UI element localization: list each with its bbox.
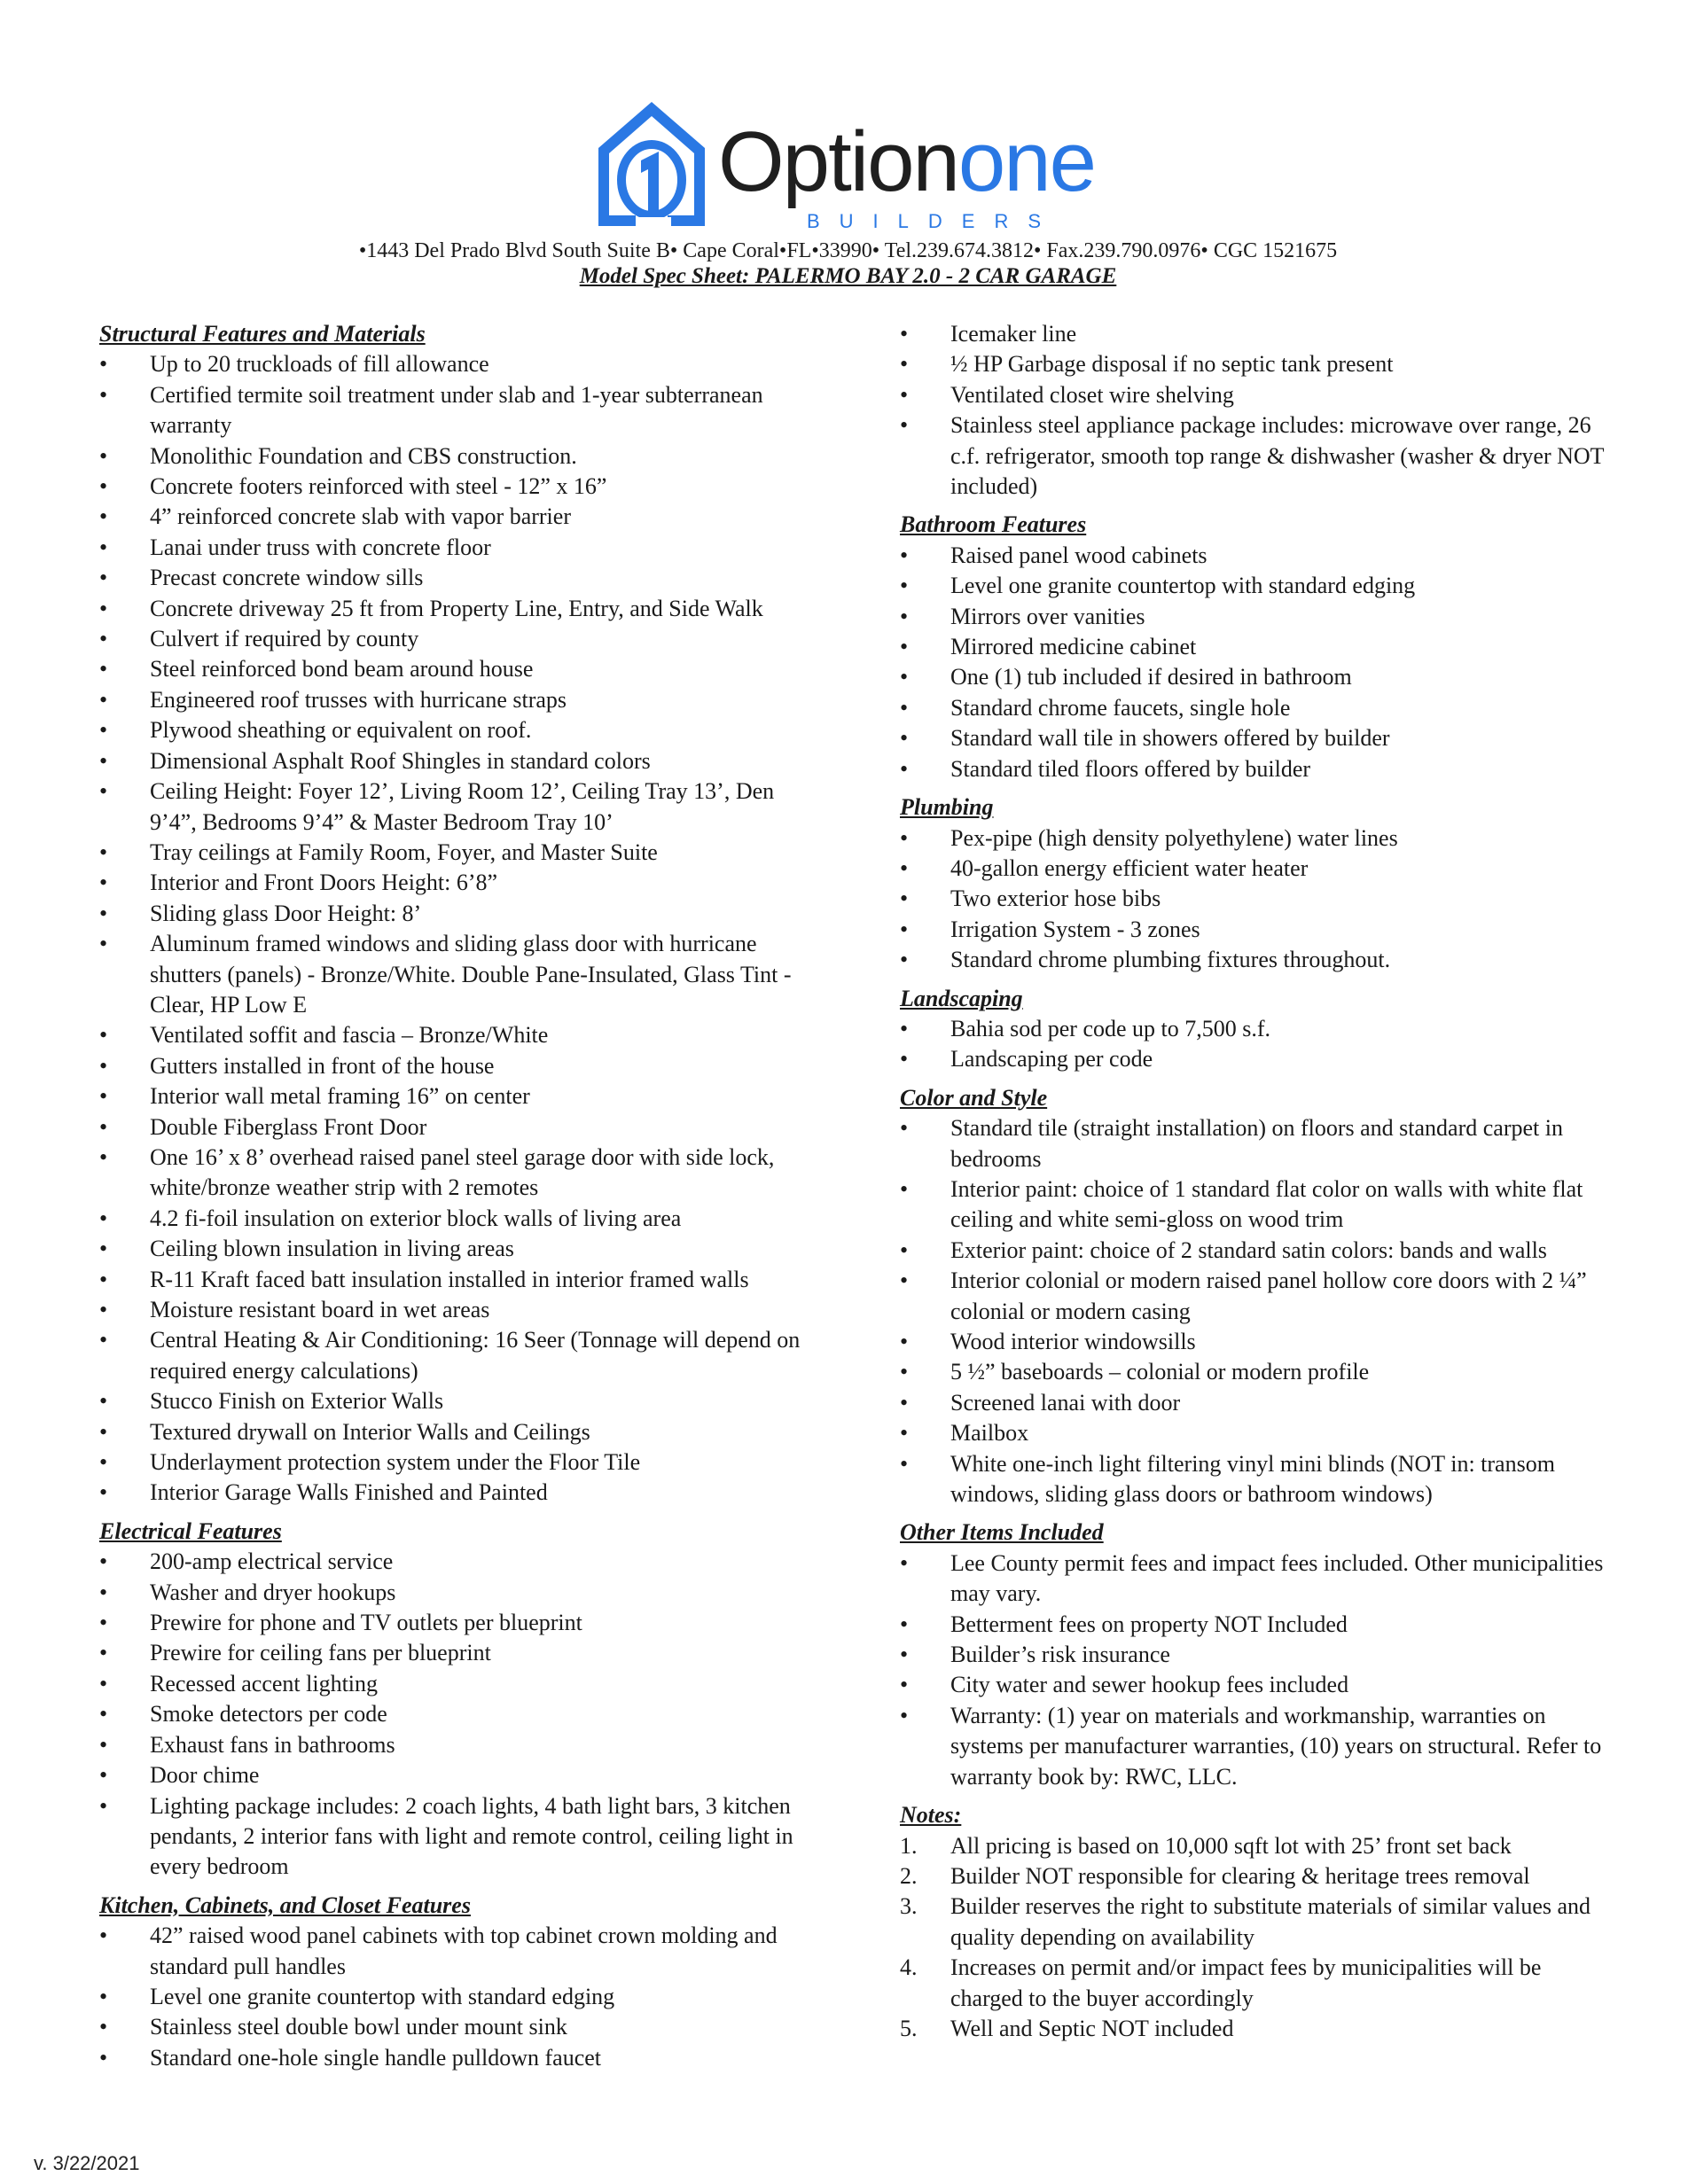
list-item: • Standard one-hole single handle pulldown faucet xyxy=(99,2043,826,2073)
list-item: • Tray ceilings at Family Room, Foyer, and Master Suite xyxy=(99,838,826,868)
note-number: 1. xyxy=(900,1832,918,1859)
list-item: • Screened lanai with door xyxy=(900,1388,1609,1418)
list-item: • Engineered roof trusses with hurricane straps xyxy=(99,685,826,715)
left-column xyxy=(99,319,826,2073)
list-item: • Sliding glass Door Height: 8’ xyxy=(99,899,826,929)
section-plumbing xyxy=(900,792,1609,975)
section-title: Notes: xyxy=(900,1802,962,1829)
list-item: • Standard tile (straight installation) on floors and standard carpet in bedrooms xyxy=(900,1113,1609,1174)
feature-list xyxy=(99,1547,826,1882)
note-number: 2. xyxy=(900,1862,918,1889)
section-title: Other Items Included xyxy=(900,1519,1104,1546)
list-item: • Betterment fees on property NOT Included xyxy=(900,1610,1609,1640)
company-logo xyxy=(590,93,1122,235)
list-item: • Central Heating & Air Conditioning: 16 Seer (Tonnage will depend on required energy calculations) xyxy=(99,1325,826,1386)
list-item: • Mirrors over vanities xyxy=(900,602,1609,632)
list-item: • Irrigation System - 3 zones xyxy=(900,915,1609,945)
notes-list xyxy=(900,1831,1609,2045)
list-item: • Ceiling blown insulation in living areas xyxy=(99,1234,826,1264)
list-item: • Exhaust fans in bathrooms xyxy=(99,1730,826,1760)
list-item: • Moisture resistant board in wet areas xyxy=(99,1295,826,1325)
feature-list xyxy=(900,1113,1609,1509)
brand-name: Optionone xyxy=(718,114,1096,209)
note-text: Builder NOT responsible for clearing & heritage trees removal xyxy=(950,1862,1530,1889)
section-electrical-features xyxy=(99,1517,826,1883)
section-title: Landscaping xyxy=(900,985,1023,1011)
list-item: • Culvert if required by county xyxy=(99,624,826,654)
company-address: •1443 Del Prado Blvd South Suite B• Cape Coral•FL•33990• Tel.239.674.3812• Fax.239.790.0976• CGC 1521675 xyxy=(358,239,1338,262)
list-item: • Pex-pipe (high density polyethylene) water lines xyxy=(900,823,1609,854)
list-item: • Raised panel wood cabinets xyxy=(900,541,1609,571)
list-item: • 4.2 fi-foil insulation on exterior block walls of living area xyxy=(99,1204,826,1234)
section-color-and-style xyxy=(900,1083,1609,1510)
list-item: • Lee County permit fees and impact fees included. Other municipalities may vary. xyxy=(900,1548,1609,1610)
list-item: • Interior and Front Doors Height: 6’8” xyxy=(99,868,826,898)
list-item: • Textured drywall on Interior Walls and Ceilings xyxy=(99,1417,826,1447)
note-text: Increases on permit and/or impact fees by municipalities will be charged to the buyer accordingly xyxy=(950,1954,1542,2011)
note-text: All pricing is based on 10,000 sqft lot with 25’ front set back xyxy=(950,1832,1512,1859)
section-notes xyxy=(900,1800,1609,2044)
list-item: • Prewire for ceiling fans per blueprint xyxy=(99,1638,826,1668)
list-item: • Gutters installed in front of the house xyxy=(99,1051,826,1081)
section-title: Structural Features and Materials xyxy=(99,321,426,347)
list-item: • Two exterior hose bibs xyxy=(900,884,1609,914)
list-item: • Landscaping per code xyxy=(900,1044,1609,1074)
list-item: • Ceiling Height: Foyer 12’, Living Room 12’, Ceiling Tray 13’, Den 9’4”, Bedrooms 9’4” & Master Bedroom Tray 10’ xyxy=(99,776,826,838)
list-item: • One (1) tub included if desired in bathroom xyxy=(900,662,1609,692)
section-bathroom-features xyxy=(900,510,1609,784)
note-item xyxy=(900,1953,1609,2014)
list-item: • Standard wall tile in showers offered by builder xyxy=(900,723,1609,753)
list-item: • 4” reinforced concrete slab with vapor barrier xyxy=(99,502,826,532)
list-item: • Lanai under truss with concrete floor xyxy=(99,533,826,563)
list-item: • Washer and dryer hookups xyxy=(99,1578,826,1608)
note-number: 5. xyxy=(900,2015,918,2041)
list-item: • Lighting package includes: 2 coach lights, 4 bath light bars, 3 kitchen pendants, 2 interior fans with light and remote control, ceiling light in every bedroom xyxy=(99,1791,826,1883)
section-title: Plumbing xyxy=(900,794,994,821)
feature-list xyxy=(900,1548,1609,1792)
feature-list xyxy=(900,1014,1609,1075)
list-item: • Up to 20 truckloads of fill allowance xyxy=(99,349,826,379)
list-item: • One 16’ x 8’ overhead raised panel steel garage door with side lock, white/bronze weather strip with 2 remotes xyxy=(99,1143,826,1204)
list-item: • Stainless steel double bowl under mount sink xyxy=(99,2012,826,2042)
list-item: • 42” raised wood panel cabinets with top cabinet crown molding and standard pull handles xyxy=(99,1921,826,1982)
list-item: • Dimensional Asphalt Roof Shingles in standard colors xyxy=(99,746,826,776)
list-item: • Interior Garage Walls Finished and Painted xyxy=(99,1478,826,1508)
section-structural-features-and-materials xyxy=(99,319,826,1509)
list-item: • Ventilated soffit and fascia – Bronze/White xyxy=(99,1020,826,1050)
list-item: • Certified termite soil treatment under slab and 1-year subterranean warranty xyxy=(99,380,826,441)
list-item: • Stainless steel appliance package includes: microwave over range, 26 c.f. refrigerator, smooth top range & dishwasher (washer & dryer NOT included) xyxy=(900,410,1609,502)
section-title: Bathroom Features xyxy=(900,511,1087,538)
list-item: • Precast concrete window sills xyxy=(99,563,826,593)
list-item: • Door chime xyxy=(99,1760,826,1790)
list-item: • Monolithic Foundation and CBS construction. xyxy=(99,441,826,472)
spec-sheet-title: Model Spec Sheet: PALERMO BAY 2.0 - 2 CAR GARAGE xyxy=(579,264,1117,288)
note-number: 3. xyxy=(900,1893,918,1920)
section-other-items-included xyxy=(900,1517,1609,1792)
note-item xyxy=(900,2014,1609,2044)
list-item: • Ventilated closet wire shelving xyxy=(900,380,1609,410)
list-item: • Icemaker line xyxy=(900,319,1609,349)
note-item xyxy=(900,1861,1609,1892)
list-item: • 5 ½” baseboards – colonial or modern profile xyxy=(900,1357,1609,1387)
list-item: • Stucco Finish on Exterior Walls xyxy=(99,1386,826,1416)
section-title: Color and Style xyxy=(900,1084,1048,1111)
list-item: • White one-inch light filtering vinyl mini blinds (NOT in: transom windows, sliding glass doors or bathroom windows) xyxy=(900,1449,1609,1510)
list-item: • Aluminum framed windows and sliding glass door with hurricane shutters (panels) - Bronze/White. Double Pane-Insulated, Glass Tint - Clear, HP Low E xyxy=(99,929,826,1020)
section-landscaping xyxy=(900,984,1609,1075)
list-item: • Wood interior windowsills xyxy=(900,1327,1609,1357)
list-item: • 200-amp electrical service xyxy=(99,1547,826,1577)
brand-subtitle: BUILDERS xyxy=(807,210,1061,232)
list-item: • Plywood sheathing or equivalent on roof. xyxy=(99,715,826,745)
list-item: • Bahia sod per code up to 7,500 s.f. xyxy=(900,1014,1609,1044)
feature-list xyxy=(99,349,826,1508)
document-header xyxy=(0,93,1696,297)
section-title: Kitchen, Cabinets, and Closet Features xyxy=(99,1892,471,1918)
list-item: • Builder’s risk insurance xyxy=(900,1640,1609,1670)
list-item: • 40-gallon energy efficient water heater xyxy=(900,854,1609,884)
feature-list xyxy=(99,1921,826,2073)
list-item: • Smoke detectors per code xyxy=(99,1699,826,1729)
note-text: Builder reserves the right to substitute materials of similar values and quality depending on availability xyxy=(950,1893,1591,1950)
list-item: • R-11 Kraft faced batt insulation installed in interior framed walls xyxy=(99,1265,826,1295)
list-item: • Warranty: (1) year on materials and workmanship, warranties on systems per manufacturer warranties, (10) years on structural. Refer to warranty book by: RWC, LLC. xyxy=(900,1701,1609,1792)
list-item: • Mailbox xyxy=(900,1418,1609,1448)
list-item: • Recessed accent lighting xyxy=(99,1669,826,1699)
kitchen-continued-list xyxy=(900,319,1609,502)
note-number: 4. xyxy=(900,1954,918,1981)
list-item: • Steel reinforced bond beam around house xyxy=(99,654,826,684)
note-item xyxy=(900,1831,1609,1861)
list-item: • Standard chrome faucets, single hole xyxy=(900,693,1609,723)
list-item: • City water and sewer hookup fees included xyxy=(900,1670,1609,1700)
list-item: • Concrete footers reinforced with steel - 12” x 16” xyxy=(99,472,826,502)
list-item: • Prewire for phone and TV outlets per blueprint xyxy=(99,1608,826,1638)
list-item: • Exterior paint: choice of 2 standard satin colors: bands and walls xyxy=(900,1236,1609,1266)
note-text: Well and Septic NOT included xyxy=(950,2015,1234,2041)
list-item: • Interior wall metal framing 16” on center xyxy=(99,1081,826,1112)
section-kitchen-cabinets-and-closet-features xyxy=(99,1891,826,2073)
feature-list xyxy=(900,541,1609,784)
note-item xyxy=(900,1892,1609,1953)
version-label: v. 3/22/2021 xyxy=(34,2152,140,2174)
section-title: Electrical Features xyxy=(99,1517,282,1544)
right-column xyxy=(900,319,1609,2044)
feature-list xyxy=(900,823,1609,976)
list-item: • Standard tiled floors offered by builder xyxy=(900,754,1609,784)
list-item: • Standard chrome plumbing fixtures throughout. xyxy=(900,945,1609,975)
list-item: • ½ HP Garbage disposal if no septic tank present xyxy=(900,349,1609,379)
list-item: • Interior colonial or modern raised panel hollow core doors with 2 ¼” colonial or modern casing xyxy=(900,1266,1609,1327)
list-item: • Mirrored medicine cabinet xyxy=(900,632,1609,662)
house-logo-icon xyxy=(590,93,714,235)
list-item: • Level one granite countertop with standard edging xyxy=(99,1982,826,2012)
list-item: • Concrete driveway 25 ft from Property Line, Entry, and Side Walk xyxy=(99,594,826,624)
list-item: • Level one granite countertop with standard edging xyxy=(900,571,1609,601)
list-item: • Double Fiberglass Front Door xyxy=(99,1112,826,1143)
list-item: • Interior paint: choice of 1 standard flat color on walls with white flat ceiling and white semi-gloss on wood trim xyxy=(900,1174,1609,1236)
list-item: • Underlayment protection system under the Floor Tile xyxy=(99,1447,826,1478)
